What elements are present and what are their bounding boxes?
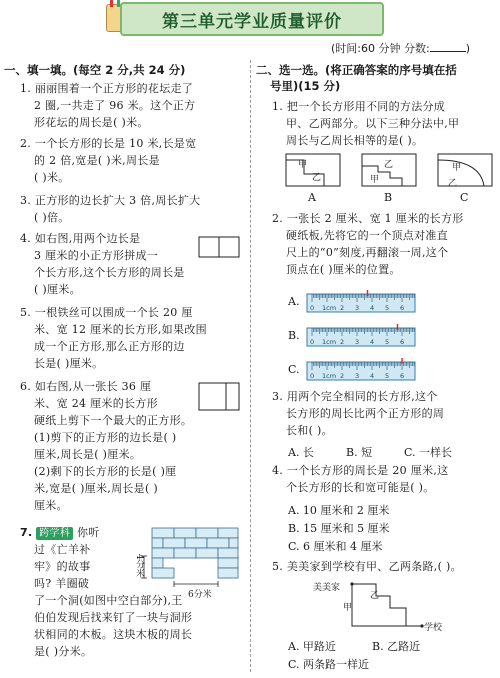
s2q3-option-b[interactable]: B. 短 xyxy=(346,446,373,459)
ruler-tick-label: 0 xyxy=(310,338,315,346)
s2q5-option-c[interactable]: C. 两条路一样近 xyxy=(288,658,370,671)
page-title: 第三单元学业质量评价 xyxy=(162,12,342,32)
s1q6-line: 厘米,周长是( )厘米。 xyxy=(34,448,142,461)
s2-question-1 xyxy=(272,98,498,149)
ruler-tick-label: 6 xyxy=(400,338,405,346)
figA-yi: 乙 xyxy=(312,173,322,183)
ruler-tick-label: 0 xyxy=(310,304,315,312)
time-score-line: (时间:60 分钟 分数: ) xyxy=(331,42,470,55)
s2q2-option-c[interactable]: C. xyxy=(288,363,300,376)
s2q4-line: 4. 一个长方形的周长是 20 厘米,这 xyxy=(272,464,449,477)
figA-jia: 甲 xyxy=(298,160,308,170)
s2q3-line: 长和( )。 xyxy=(286,424,333,437)
wall-side-label: 4分米 xyxy=(134,554,144,578)
s1-question-2 xyxy=(20,135,248,186)
route-yi-label: 乙 xyxy=(370,591,380,601)
s2q2-option-a[interactable]: A. xyxy=(288,295,300,308)
s1q4-line: 4. 如右图,用两个边长是 xyxy=(20,232,141,245)
s1q7-number: 7. xyxy=(20,526,33,539)
s2-question-5 xyxy=(272,558,498,575)
s1q6-line: 6. 如右图,从一张长 36 厘 xyxy=(20,380,152,393)
s2q2-line: 2. 一张长 2 厘米、宽 1 厘米的长方形 xyxy=(272,212,464,225)
s2q2-line: 顶点在( )厘米的位置。 xyxy=(286,263,401,276)
s1q5-line: 米、宽 12 厘米的长方形,如果改围 xyxy=(34,323,207,336)
cross-subject-tag: 跨学科 xyxy=(36,527,73,540)
s2q2-line: 尺上的“0”刻度,再翻滚一周,这个 xyxy=(286,246,449,259)
s2q3-line: 3. 用两个完全相同的长方形,这个 xyxy=(272,390,438,403)
s1q7-line: 牢》的故事 xyxy=(34,560,91,573)
s2q4-option-a[interactable]: A. 10 厘米和 2 厘米 xyxy=(288,504,390,517)
ruler-c xyxy=(306,358,418,382)
s1q7-line: 伯伯发现后找来钉了一块与洞形 xyxy=(34,611,193,624)
s2q3-option-c[interactable]: C. 一样长 xyxy=(404,446,453,459)
s1q2-line: 的 2 倍,宽是( )米,周长是 xyxy=(34,154,160,167)
s1q1-line: 2 圈,一共走了 96 米。这个正方 xyxy=(34,99,196,112)
s1q6-line: 米,宽是( )厘米,周长是( ) xyxy=(34,482,158,495)
s1q4-line: 3 厘米的小正方形拼成一 xyxy=(34,249,159,262)
ruler-tick-label: 0 xyxy=(310,372,315,380)
ruler-tick-label: 6 xyxy=(400,304,405,312)
s2q3-line: 长方形的周长比两个正方形的周 xyxy=(286,407,445,420)
s2-question-2 xyxy=(272,210,498,278)
ruler-b xyxy=(306,324,418,348)
s1q7-line: 过《亡羊补 xyxy=(34,543,91,556)
s1q6-line: 米、宽 24 厘米的长方形 xyxy=(34,397,158,410)
ruler-tick-label: 6 xyxy=(400,372,405,380)
s1q7-line: 状相同的木板。这块木板的周长 xyxy=(34,628,193,641)
s1-question-1 xyxy=(20,80,248,131)
s2q1-line: 甲、乙两部分。以下三种分法中,甲 xyxy=(286,117,460,130)
s2-question-4 xyxy=(272,462,498,496)
s2q1-option-c[interactable]: C xyxy=(460,191,469,204)
ruler-tick-label: 1cm xyxy=(322,372,337,380)
s2q4-line: 个长方形的长和宽可能是( )。 xyxy=(286,481,435,494)
ruler-tick-label: 4 xyxy=(370,304,375,312)
figB-yi: 乙 xyxy=(384,160,394,170)
route-jia-label: 甲 xyxy=(343,603,353,613)
figC-jia: 甲 xyxy=(452,163,462,173)
ruler-tick-label: 2 xyxy=(340,338,345,346)
ruler-tick-label: 5 xyxy=(385,304,390,312)
s2q4-option-c[interactable]: C. 6 厘米和 4 厘米 xyxy=(288,540,383,553)
s1q6-line: (1)剪下的正方形的边长是( ) xyxy=(34,431,177,444)
s2q1-line: 1. 把一个长方形用不同的方法分成 xyxy=(272,100,446,113)
s1q2-line: 2. 一个长方形的长是 10 米,长是宽 xyxy=(20,137,197,150)
ruler-tick-label: 5 xyxy=(385,338,390,346)
s1q7-line: 是( )分米。 xyxy=(34,645,93,658)
route-school-label: 学校 xyxy=(424,623,443,633)
s2q5-option-b[interactable]: B. 乙路近 xyxy=(372,640,421,653)
s1q4-line: 个长方形,这个长方形的周长是 xyxy=(34,266,185,279)
ruler-tick-label: 3 xyxy=(355,372,360,380)
ruler-tick-label: 5 xyxy=(385,372,390,380)
s1q5-line: 成一个正方形,那么正方形的边 xyxy=(34,340,185,353)
s2q2-line: 硬纸板,先将它的一个顶点对准直 xyxy=(286,229,448,242)
ruler-tick-label: 4 xyxy=(370,338,375,346)
title-banner xyxy=(120,2,384,36)
figB-jia: 甲 xyxy=(370,175,380,185)
s2q1-option-a[interactable]: A xyxy=(308,191,316,204)
s1-question-5 xyxy=(20,304,248,372)
ruler-tick-label: 1cm xyxy=(322,304,337,312)
s1q1-line: 1. 丽丽围着一个正方形的花坛走了 xyxy=(20,82,194,95)
s2q4-option-b[interactable]: B. 15 厘米和 5 厘米 xyxy=(288,522,390,535)
section1-title: 一、填一填。(每空 2 分,共 24 分) xyxy=(4,63,186,77)
ruler-tick-label: 2 xyxy=(340,304,345,312)
s1q5-line: 5. 一根铁丝可以围成一个长 20 厘 xyxy=(20,306,193,319)
s1q3-line: 3. 正方形的边长扩大 3 倍,周长扩大 xyxy=(20,194,201,207)
ruler-tick-label: 3 xyxy=(355,304,360,312)
s1q7-line: 你听 xyxy=(76,526,100,539)
s1q3-line: ( )倍。 xyxy=(34,211,70,224)
s2q3-option-a[interactable]: A. 长 xyxy=(288,446,314,459)
ruler-tick-label: 1cm xyxy=(322,338,337,346)
two-squares-figure xyxy=(198,236,240,260)
section2-title-line: 号里)(15 分) xyxy=(270,79,341,93)
s2q1-option-b[interactable]: B xyxy=(384,191,393,204)
s1-question-3 xyxy=(20,192,248,226)
s1q6-line: (2)剩下的长方形的长是( )厘 xyxy=(34,465,177,478)
s2q1-line: 周长与乙周长相等的是( )。 xyxy=(286,134,424,147)
s1q6-line: 厘米。 xyxy=(34,499,68,512)
route-home-label: 美美家 xyxy=(313,583,341,593)
ruler-tick-label: 4 xyxy=(370,372,375,380)
s1q4-line: ( )厘米。 xyxy=(34,283,81,296)
s1q2-line: ( )米。 xyxy=(34,171,70,184)
ruler-a xyxy=(306,290,418,314)
rectangle-cut-figure xyxy=(198,382,240,412)
figC-yi: 乙 xyxy=(448,179,458,189)
s1q7-line: 吗? 羊圈破 xyxy=(34,577,90,590)
s1q7-line: 了一个洞(如图中空白部分),王 xyxy=(34,594,183,607)
section2-title-line: 二、选一选。(将正确答案的序号填在括 xyxy=(256,63,457,77)
s1q1-line: 形花坛的周长是( )米。 xyxy=(34,116,149,129)
s1q6-line: 硬纸上剪下一个最大的正方形。 xyxy=(34,414,193,427)
ruler-tick-label: 2 xyxy=(340,372,345,380)
s2q2-option-b[interactable]: B. xyxy=(288,329,300,342)
s1q5-line: 长是( )厘米。 xyxy=(34,357,104,370)
s2q5-line: 5. 美美家到学校有甲、乙两条路,( )。 xyxy=(272,560,462,573)
s2-question-3 xyxy=(272,388,498,439)
s2q5-option-a[interactable]: A. 甲路近 xyxy=(288,640,336,653)
column-divider xyxy=(250,60,251,672)
wall-bottom-label: 6分米 xyxy=(188,590,212,600)
ruler-tick-label: 3 xyxy=(355,338,360,346)
section2-title xyxy=(256,62,498,94)
time-info: (时间:60 分钟 分数: xyxy=(331,42,430,55)
score-blank[interactable] xyxy=(430,41,466,52)
